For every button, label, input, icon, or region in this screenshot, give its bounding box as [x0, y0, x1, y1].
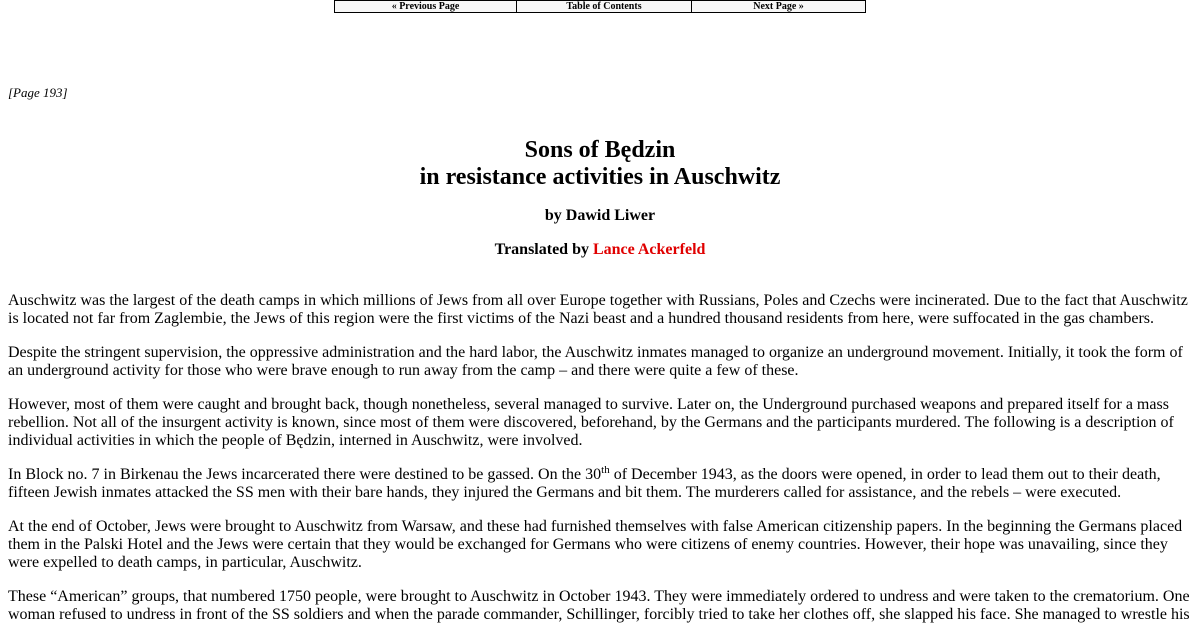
ordinal-suffix: th — [601, 464, 610, 476]
article-title — [0, 137, 1200, 191]
navigation-bar — [334, 0, 866, 13]
translator-credit — [0, 240, 1200, 259]
paragraph-4-start: In Block no. 7 in Birkenau the Jews incarcerated there were destined to be gassed. On the 30 — [8, 466, 602, 483]
title-line-2: in resistance activities in Auschwitz — [419, 164, 781, 190]
title-line-1: Sons of Będzin — [524, 137, 676, 163]
translator-name-link[interactable]: Lance Ackerfeld — [592, 241, 706, 258]
page-number: [Page 193] — [8, 85, 68, 100]
next-page-link[interactable]: Next Page » — [691, 1, 865, 12]
previous-page-link[interactable]: « Previous Page — [391, 1, 460, 12]
paragraph-1: Auschwitz was the largest of the death camps in which millions of Jews from all over Europe together with Russians, Poles and Czechs were incinerated. Due to the fact that Auschwitz is located not far from Zaglembie, the Jews of this region were the first victims of the Nazi beast and a hundred thousand residents from here, were suffocated in the gas chambers. — [8, 292, 1188, 327]
paragraph-4 — [8, 466, 1192, 502]
table-of-contents-link[interactable]: Table of Contents — [516, 1, 691, 12]
article-body — [8, 292, 1192, 630]
paragraph-6: These “American” groups, that numbered 1750 people, were brought to Auschwitz in October 1943. They were immediately ordered to undress and were taken to the crematorium. One woman refused to undress in front of the SS soldiers and when the parade commander, Schillinger, forcibly tried to take her clothes off, she slapped his face. She managed to wrestle his — [8, 588, 1190, 623]
paragraph-5: At the end of October, Jews were brought to Auschwitz from Warsaw, and these had furnished themselves with false American citizenship papers. In the beginning the Germans placed them in the Palski Hotel and the Jews were certain that they would be exchanged for Germans who were citizens of enemy countries. However, their hope was unavailing, since they were expelled to death camps, in particular, Auschwitz. — [8, 518, 1183, 571]
paragraph-3: However, most of them were caught and brought back, though nonetheless, several managed to survive. Later on, the Underground purchased weapons and prepared itself for a mass rebellion. Not all of the insurgent activity is known, since most of them were discovered, beforehand, by the Germans and the participants murdered. The following is a description of individual activities in which the people of Będzin, interned in Auschwitz, were involved. — [8, 396, 1174, 449]
translator-prefix: Translated by — [494, 241, 593, 258]
paragraph-4-end: of December 1943, as the doors were opened, in order to lead them out to their death, fifteen Jewish inmates attacked the SS men with their bare hands, they injured the Germans and bit them. The murderers called for assistance, and the rebels – were executed. — [8, 466, 1161, 501]
author-byline: by Dawid Liwer — [544, 207, 656, 224]
paragraph-2: Despite the stringent supervision, the oppressive administration and the hard labor, the Auschwitz inmates managed to organize an underground movement. Initially, it took the form of an underground activity for those who were brave enough to run away from the camp – and there were quite a few of these. — [8, 344, 1183, 379]
